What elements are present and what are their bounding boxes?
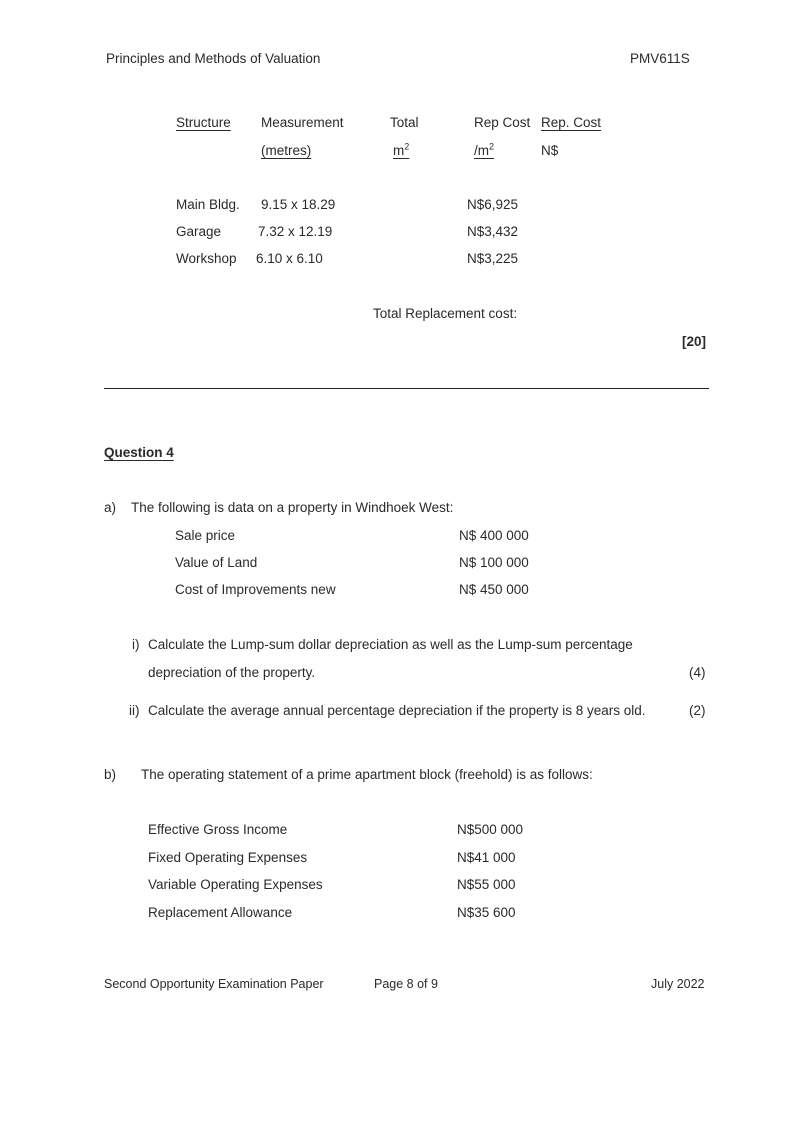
subpart-ii-marks: (2) [689, 703, 706, 718]
col-header-rep-cost: Rep Cost [474, 115, 531, 130]
item-value: N$ 400 000 [459, 528, 529, 543]
subpart-i-text-line2: depreciation of the property. [148, 665, 316, 680]
subpart-i-text-line1: Calculate the Lump-sum dollar depreciation as well as the Lump-sum percentage [148, 637, 633, 652]
footer-exam-type: Second Opportunity Examination Paper [104, 977, 324, 991]
item-label: Replacement Allowance [148, 905, 293, 920]
item-label: Cost of Improvements new [175, 582, 336, 597]
subpart-i-marks: (4) [689, 665, 706, 680]
part-b-label: b) [104, 767, 117, 782]
marks-total: [20] [682, 334, 707, 349]
row-measurement: 6.10 x 6.10 [256, 251, 323, 266]
item-value: N$41 000 [457, 850, 516, 865]
item-label: Fixed Operating Expenses [148, 850, 308, 865]
footer-page-number: Page 8 of 9 [374, 977, 438, 991]
row-measurement: 9.15 x 18.29 [261, 197, 336, 212]
part-a-label: a) [104, 500, 117, 515]
part-b-intro: The operating statement of a prime apartment block (freehold) is as follows: [141, 767, 593, 782]
item-value: N$35 600 [457, 905, 516, 920]
footer-date: July 2022 [651, 977, 705, 991]
item-value: N$500 000 [457, 822, 524, 837]
row-rep-cost: N$6,925 [467, 197, 519, 212]
item-label: Effective Gross Income [148, 822, 288, 837]
subpart-ii-label: ii) [129, 703, 140, 718]
section-divider [104, 388, 709, 389]
item-value: N$55 000 [457, 877, 516, 892]
row-rep-cost: N$3,225 [467, 251, 519, 266]
header-title: Principles and Methods of Valuation [106, 51, 321, 66]
course-code: PMV611S [630, 51, 690, 66]
col-header-total-unit: $m^2$ [393, 141, 410, 158]
col-header-rep-cost-unit: $/m^2$ [474, 141, 495, 158]
part-a-intro: The following is data on a property in Windhoek West: [131, 500, 454, 515]
row-structure: Main Bldg. [176, 197, 240, 212]
item-value: N$ 100 000 [459, 555, 529, 570]
col-header-rep-cost-total-unit: N$ [541, 143, 559, 158]
col-header-measurement: Measurement [261, 115, 344, 130]
item-label: Value of Land [175, 555, 258, 570]
row-rep-cost: N$3,432 [467, 224, 519, 239]
question-title: Question 4 [104, 445, 174, 460]
item-label: Sale price [175, 528, 236, 543]
item-value: N$ 450 000 [459, 582, 529, 597]
row-measurement: 7.32 x 12.19 [258, 224, 333, 239]
col-header-rep-cost-total: Rep. Cost [541, 115, 602, 130]
row-structure: Garage [176, 224, 222, 239]
item-label: Variable Operating Expenses [148, 877, 323, 892]
col-header-measurement-unit: (metres) [261, 143, 312, 158]
total-replacement-cost-label: Total Replacement cost: [373, 306, 518, 321]
subpart-i-label: i) [132, 637, 140, 652]
subpart-ii-text: Calculate the average annual percentage depreciation if the property is 8 years old. [148, 703, 646, 718]
row-structure: Workshop [176, 251, 237, 266]
col-header-total: Total [390, 115, 419, 130]
col-header-structure: Structure [176, 115, 231, 130]
